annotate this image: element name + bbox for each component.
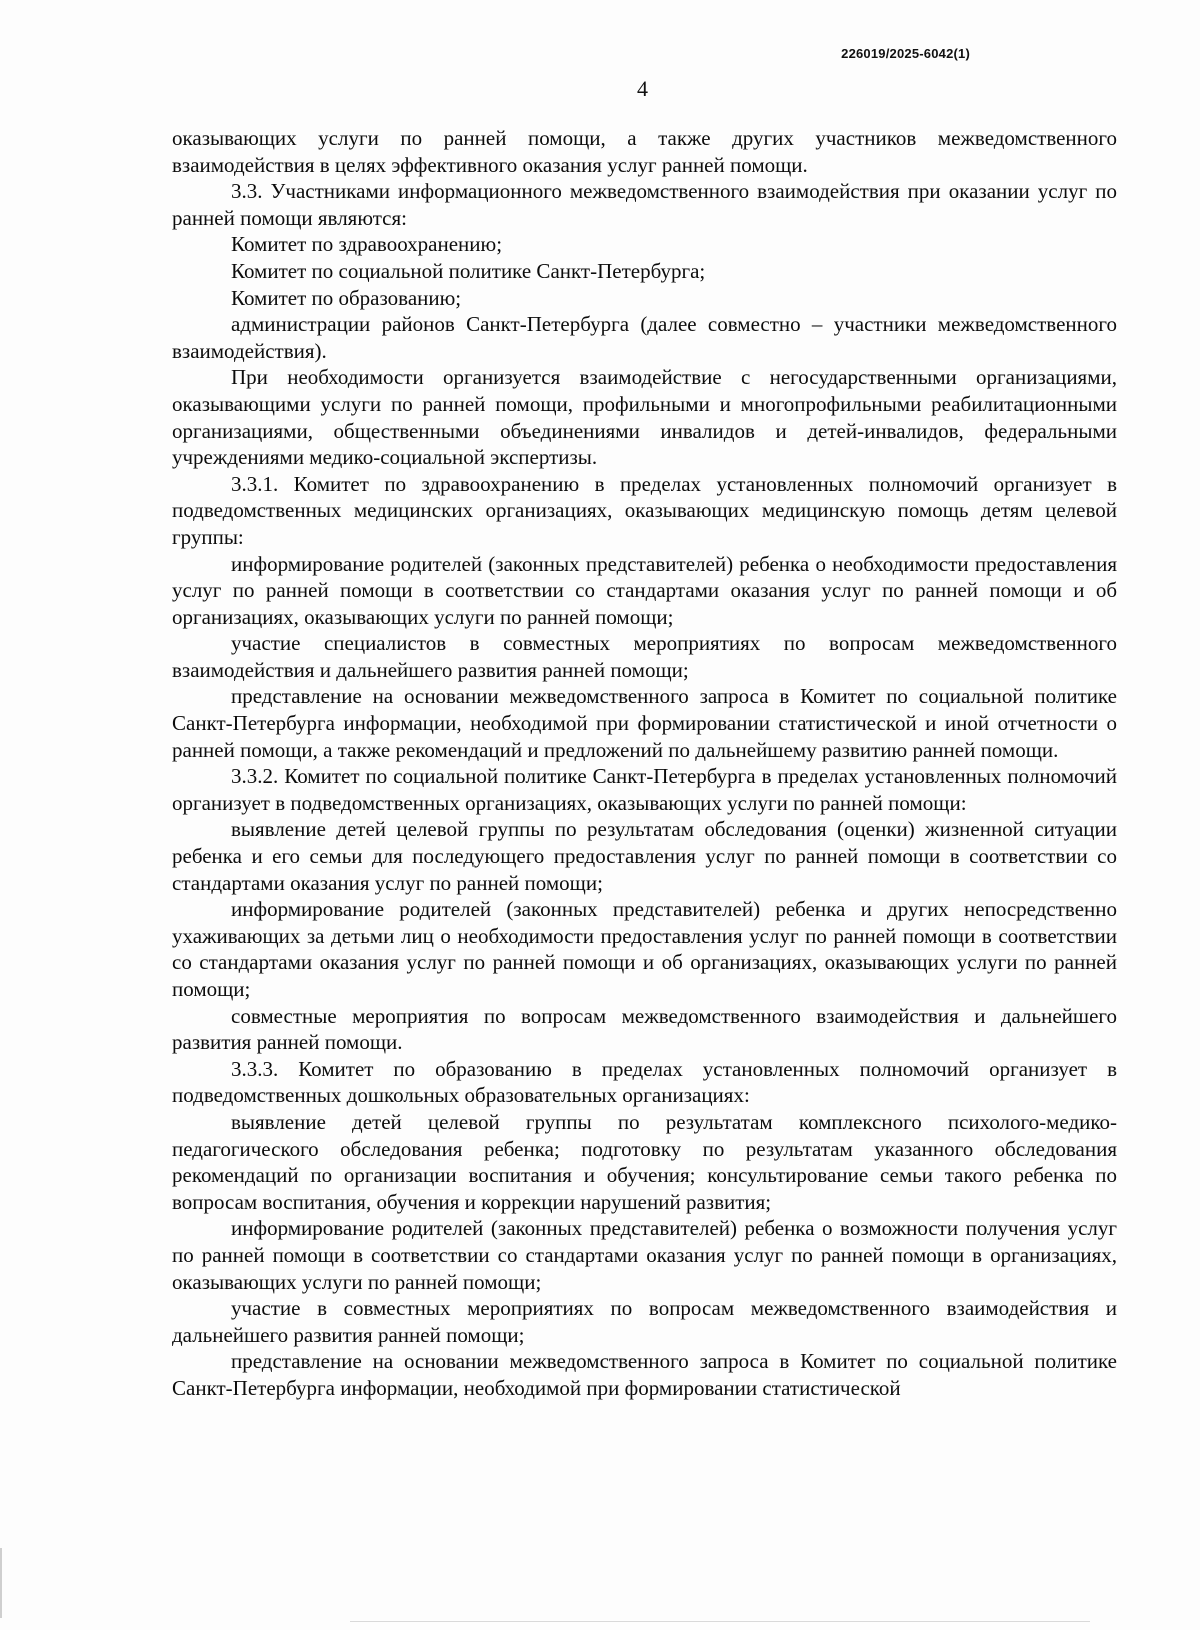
document-body xyxy=(172,125,1117,1402)
paragraph-3-3-1: 3.3.1. Комитет по здравоохранению в пределах установленных полномочий организует в подведомственных медицинских организациях, оказывающих медицинскую помощь детям целевой группы: xyxy=(172,471,1117,549)
paragraph-3-3: 3.3. Участниками информационного межведомственного взаимодействия при оказании услуг по ранней помощи являются: xyxy=(172,179,1117,230)
scan-bottom-line xyxy=(350,1621,1090,1622)
list-item: участие в совместных мероприятиях по вопросам межведомственного взаимодействия и дальнейшего развития ранней помощи; xyxy=(172,1296,1117,1347)
list-item: информирование родителей (законных представителей) ребенка о необходимости предоставления услуг по ранней помощи в соответствии со стандартами оказания услуг по ранней помощи и об организациях, оказывающих услуги по ранней помощи; xyxy=(172,551,1117,629)
paragraph-continuation: оказывающих услуги по ранней помощи, а также других участников межведомственного взаимодействия в целях эффективного оказания услуг ранней помощи. xyxy=(172,126,1117,177)
list-item: Комитет по социальной политике Санкт-Петербурга; xyxy=(231,258,706,283)
list-item: информирование родителей (законных представителей) ребенка и других непосредственно ухаживающих за детьми лиц о необходимости предоставления услуг по ранней помощи в соответствии со стандартами оказания услуг по ранней помощи и об организациях, оказывающих услуги по ранней помощи; xyxy=(172,897,1117,1001)
paragraph: При необходимости организуется взаимодействие с негосударственными организациями, оказывающими услуги по ранней помощи, профильными и многопрофильными реабилитационными организациями, общественными объединениями инвалидов и детей-инвалидов, федеральными учреждениями медико-социальной экспертизы. xyxy=(172,365,1117,470)
list-item: представление на основании межведомственного запроса в Комитет по социальной политике Санкт-Петербурга информации, необходимой при формировании статистической xyxy=(172,1349,1117,1400)
page-number: 4 xyxy=(637,76,648,101)
list-item: совместные мероприятия по вопросам межведомственного взаимодействия и дальнейшего развития ранней помощи. xyxy=(172,1003,1117,1055)
scan-edge-mark xyxy=(0,1548,2,1618)
document-number: 226019/2025-6042(1) xyxy=(841,46,970,61)
paragraph-3-3-3: 3.3.3. Комитет по образованию в пределах установленных полномочий организует в подведомственных дошкольных образовательных организациях: xyxy=(172,1056,1117,1108)
list-item: Комитет по образованию; xyxy=(231,285,462,310)
list-item: Комитет по здравоохранению; xyxy=(231,232,503,257)
list-item: выявление детей целевой группы по результатам обследования (оценки) жизненной ситуации ребенка и его семьи для последующего предоставления услуг по ранней помощи в соответствии со стандартами оказания услуг по ранней помощи; xyxy=(172,817,1117,895)
list-item: администрации районов Санкт-Петербурга (далее совместно – участники межведомственного взаимодействия). xyxy=(172,312,1117,363)
list-item: участие специалистов в совместных мероприятиях по вопросам межведомственного взаимодействия и дальнейшего развития ранней помощи; xyxy=(172,631,1117,682)
list-item: выявление детей целевой группы по результатам комплексного психолого-медико-педагогического обследования ребенка; подготовку по результатам указанного обследования рекомендаций по организации воспитания и обучения; консультирование семьи такого ребенка по вопросам воспитания, обучения и коррекции нарушений развития; xyxy=(172,1109,1117,1214)
paragraph-3-3-2: 3.3.2. Комитет по социальной политике Санкт-Петербурга в пределах установленных полномочий организует в подведомственных организациях, оказывающих услуги по ранней помощи: xyxy=(172,764,1117,815)
list-item: информирование родителей (законных представителей) ребенка о возможности получения услуг по ранней помощи в соответствии со стандартами оказания услуг по ранней помощи в организациях, оказывающих услуги по ранней помощи; xyxy=(172,1216,1117,1294)
list-item: представление на основании межведомственного запроса в Комитет по социальной политике Санкт-Петербурга информации, необходимой при формировании статистической и иной отчетности о ранней помощи, а также рекомендаций и предложений по дальнейшему развитию ранней помощи. xyxy=(172,684,1117,762)
